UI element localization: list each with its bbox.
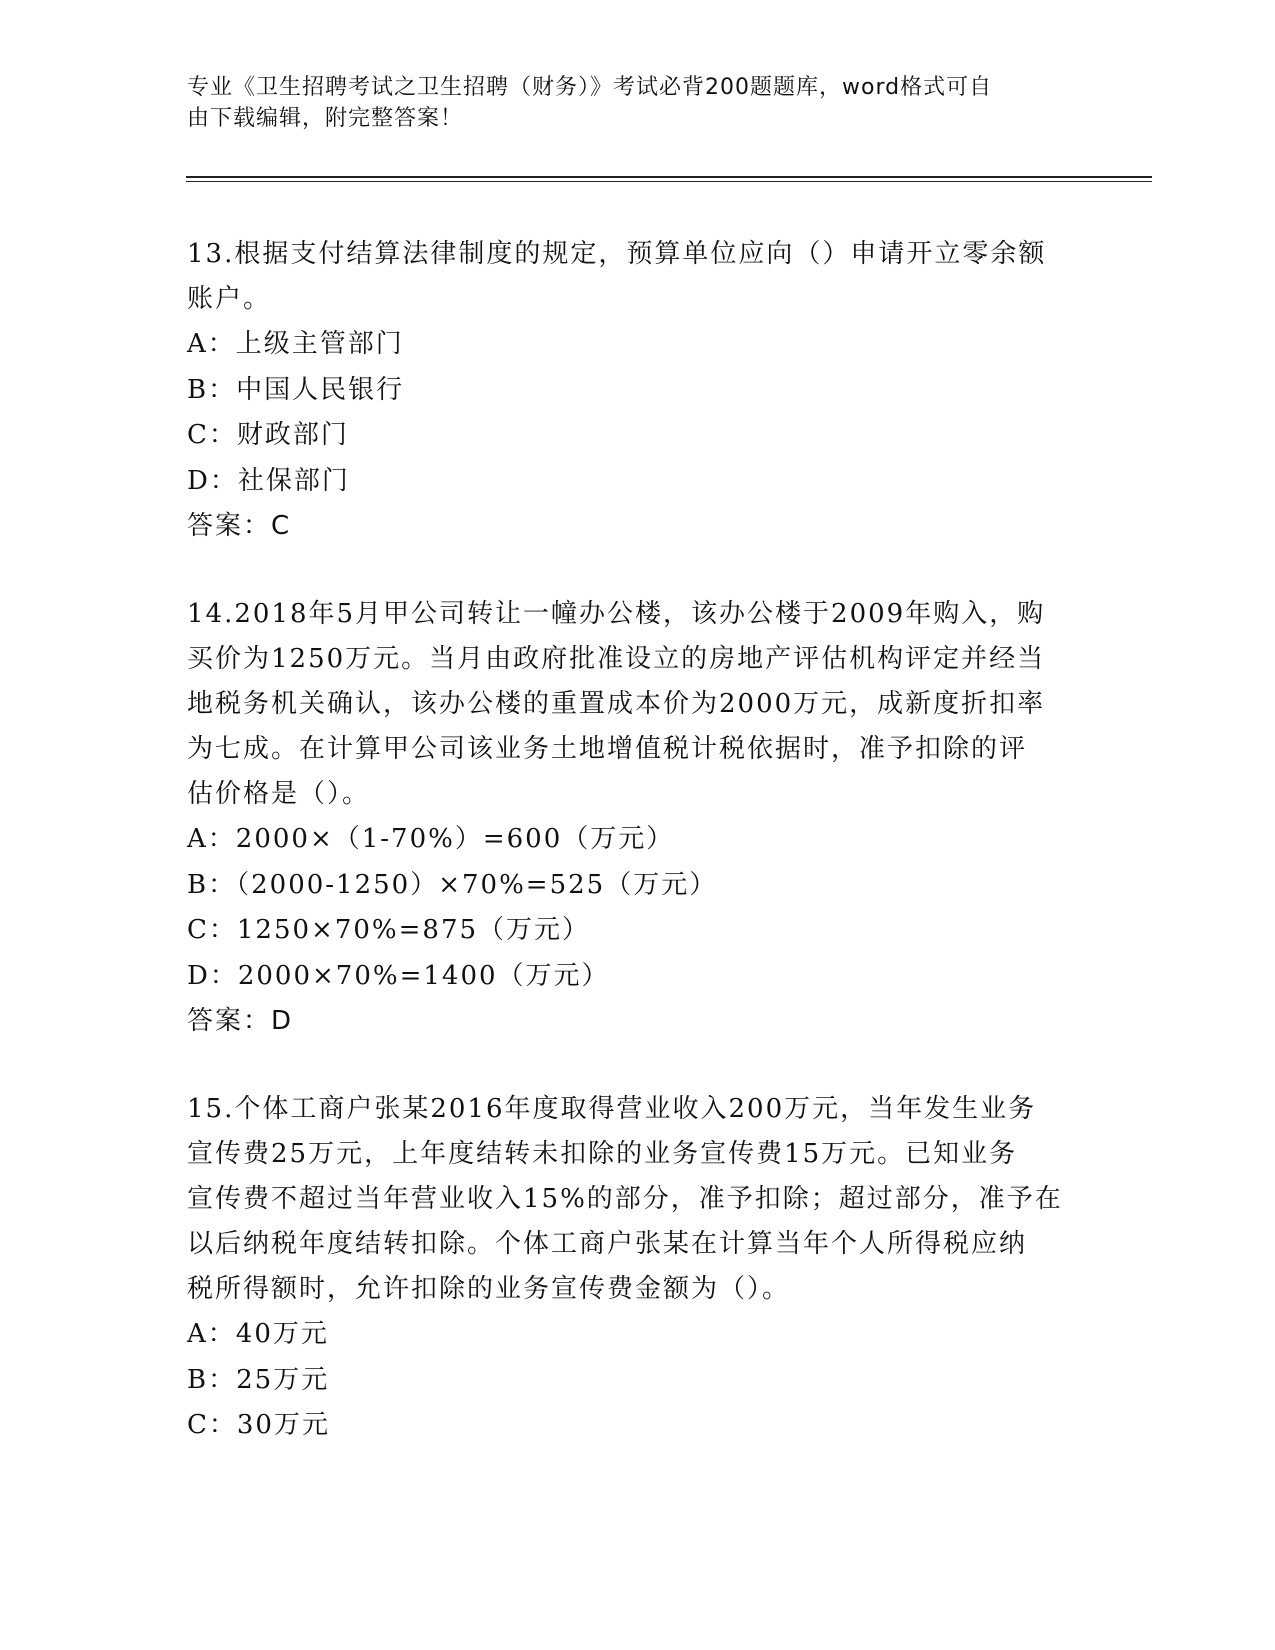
header-line-1: 专业《卫生招聘考试之卫生招聘（财务）》考试必背200题题库，word格式可自 (187, 75, 993, 100)
question-text-line: 买价为1250万元。当月由政府批准设立的房地产评估机构评定并经当 (187, 644, 1046, 674)
option-d: D：社保部门 (187, 465, 350, 496)
header-line-2: 由下载编辑，附完整答案！ (187, 106, 464, 131)
question-list (187, 232, 1087, 1449)
option-c: C：1250×70%=875（万元） (187, 915, 591, 945)
option-c: C：财政部门 (187, 420, 349, 450)
option-a: A：40万元 (187, 1319, 329, 1349)
answer: 答案：D (187, 1006, 294, 1036)
option-d: D：2000×70%=1400（万元） (187, 960, 610, 991)
question-text-line: 13.根据支付结算法律制度的规定，预算单位应向（）申请开立零余额 (187, 239, 1047, 269)
question-text-line: 以后纳税年度结转扣除。个体工商户张某在计算当年个人所得税应纳 (187, 1229, 1028, 1259)
option-b: B：（2000-1250）×70%=525（万元） (187, 869, 718, 900)
question-text-line: 15.个体工商户张某2016年度取得营业收入200万元，当年发生业务 (187, 1094, 1037, 1124)
header-divider-thin (186, 181, 1152, 182)
option-a: A：2000×（1-70%）=600（万元） (187, 824, 675, 854)
option-c: C：30万元 (187, 1410, 330, 1440)
option-a: A：上级主管部门 (187, 329, 404, 359)
question-text-line: 税所得额时，允许扣除的业务宣传费金额为（）。 (187, 1274, 791, 1304)
question-text-line: 账户。 (187, 284, 272, 314)
question-text-line: 为七成。在计算甲公司该业务土地增值税计税依据时，准予扣除的评 (187, 734, 1028, 764)
question-15 (187, 1087, 1087, 1449)
question-text-line: 估价格是（）。 (187, 779, 371, 809)
question-text-line: 14.2018年5月甲公司转让一幢办公楼，该办公楼于2009年购入，购 (187, 599, 1046, 629)
document-header (187, 72, 1067, 134)
question-text-line: 宣传费25万元，上年度结转未扣除的业务宣传费15万元。已知业务 (187, 1139, 1018, 1169)
question-text-line: 地税务机关确认，该办公楼的重置成本价为2000万元，成新度折扣率 (187, 689, 1046, 719)
question-14 (187, 592, 1087, 1044)
question-text-line: 宣传费不超过当年营业收入15%的部分，准予扣除；超过部分，准予在 (187, 1184, 1063, 1214)
option-b: B：中国人民银行 (187, 374, 405, 405)
header-divider-thick (186, 176, 1152, 178)
answer: 答案：C (187, 511, 292, 541)
option-b: B：25万元 (187, 1364, 330, 1395)
question-13 (187, 232, 1087, 549)
